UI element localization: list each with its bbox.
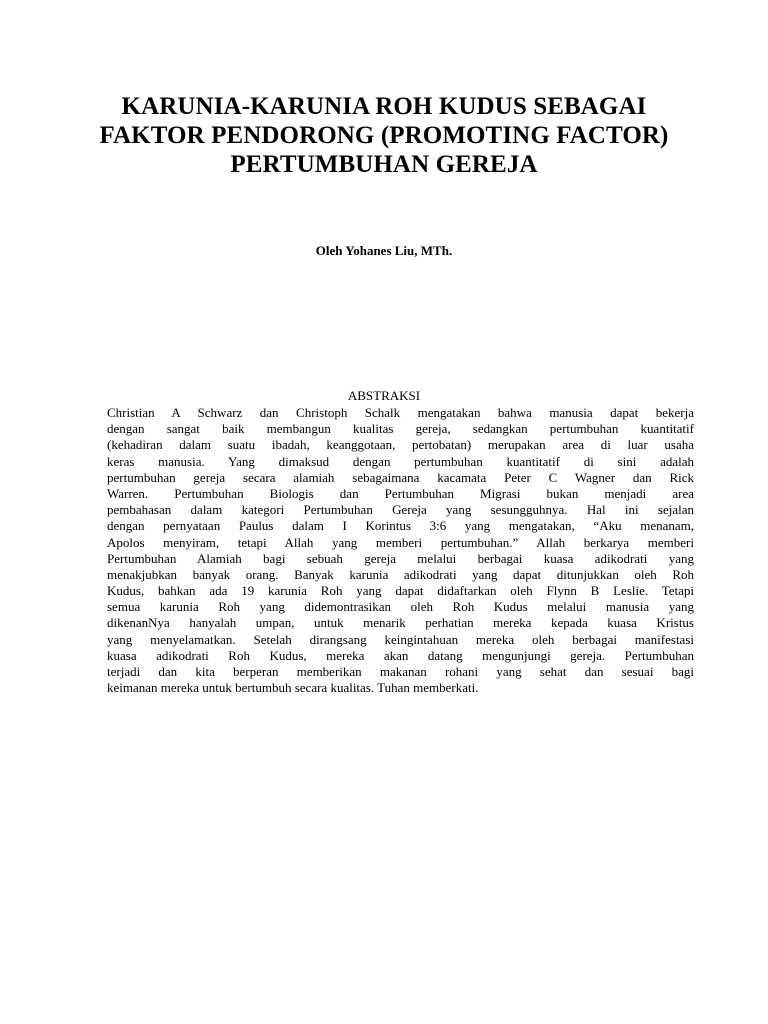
abstract-line: Christian A Schwarz dan Christoph Schalk mengatakan bahwa manusia dapat bekerja <box>107 405 694 420</box>
abstract-line: terjadi dan kita berperan memberikan makanan rohani yang sehat dan sesuai bagi <box>107 664 694 679</box>
document-title <box>80 92 688 179</box>
abstract-line: pembahasan dalam kategori Pertumbuhan Gereja yang sesungguhnya. Hal ini sejalan <box>107 502 694 518</box>
abstract-line: Pertumbuhan Alamiah bagi sebuah gereja melalui berbagai kuasa adikodrati yang <box>107 550 694 566</box>
author-line: Oleh Yohanes Liu, MTh. <box>315 243 453 258</box>
abstract-line: Apolos menyiram, tetapi Allah yang memberi pertumbuhan.” Allah berkarya memberi <box>107 534 694 550</box>
abstract-line: menakjubkan banyak orang. Banyak karunia adikodrati yang dapat ditunjukkan oleh Roh <box>107 566 694 582</box>
title-line: KARUNIA-KARUNIA ROH KUDUS SEBAGAI <box>121 93 647 120</box>
title-line: FAKTOR PENDORONG (PROMOTING FACTOR) <box>99 122 669 149</box>
abstract-line: semua karunia Roh yang didemontrasikan oleh Roh Kudus melalui manusia yang <box>107 599 694 615</box>
abstract-line: kuasa adikodrati Roh Kudus, mereka akan datang mengunjungi gereja. Pertumbuhan <box>107 647 694 663</box>
abstract-line: Kudus, bahkan ada 19 karunia Roh yang dapat didaftarkan oleh Flynn B Leslie. Tetapi <box>107 583 694 599</box>
abstract-heading: ABSTRAKSI <box>347 388 421 403</box>
title-line: PERTUMBUHAN GEREJA <box>230 151 538 178</box>
abstract-line: dengan pernyataan Paulus dalam I Korintus 3:6 yang mengatakan, “Aku menanam, <box>107 518 694 534</box>
abstract-line: yang menyelamatkan. Setelah dirangsang keingintahuan mereka oleh berbagai manifestasi <box>107 631 694 647</box>
abstract-line: (kehadiran dalam suatu ibadah, keanggotaan, pertobatan) merupakan area di luar usaha <box>107 437 694 453</box>
abstract-body <box>107 405 694 696</box>
abstract-line: dikenanNya hanyalah umpan, untuk menarik perhatian mereka kepada kuasa Kristus <box>107 615 694 631</box>
abstract-line: pertumbuhan gereja secara alamiah sebagaimana kacamata Peter C Wagner dan Rick <box>107 469 694 485</box>
abstract-line: Warren. Pertumbuhan Biologis dan Pertumbuhan Migrasi bukan menjadi area <box>107 485 694 501</box>
abstract-line: keimanan mereka untuk bertumbuh secara kualitas. Tuhan memberkati. <box>107 680 479 696</box>
abstract-line: keras manusia. Yang dimaksud dengan pertumbuhan kuantitatif di sini adalah <box>107 453 694 469</box>
abstract-line: dengan sangat baik membangun kualitas gereja, sedangkan pertumbuhan kuantitatif <box>107 421 694 437</box>
